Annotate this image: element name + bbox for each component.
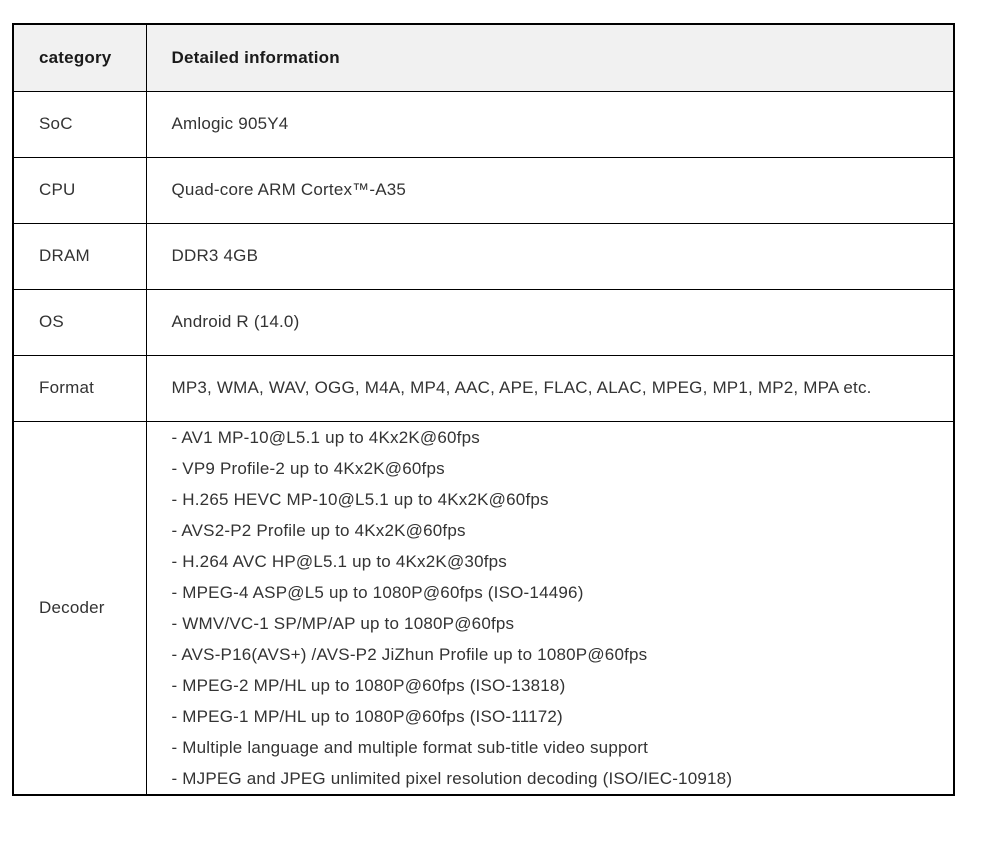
decoder-line: - H.265 HEVC MP-10@L5.1 up to 4Kx2K@60fps: [171, 489, 549, 509]
decoder-line: - MPEG-4 ASP@L5 up to 1080P@60fps (ISO-14496): [171, 582, 584, 602]
category-cell: Decoder: [13, 421, 146, 795]
header-cell-category: category: [13, 24, 146, 91]
category-cell: SoC: [13, 91, 146, 157]
decoder-line: - Multiple language and multiple format sub-title video support: [171, 737, 649, 757]
decoder-line: - H.264 AVC HP@L5.1 up to 4Kx2K@30fps: [171, 551, 507, 571]
category-cell: DRAM: [13, 223, 146, 289]
spec-table: [12, 23, 955, 796]
detail-cell: MP3, WMA, WAV, OGG, M4A, MP4, AAC, APE, FLAC, ALAC, MPEG, MP1, MP2, MPA etc.: [146, 355, 954, 421]
table-row-dram: [13, 223, 954, 289]
decoder-line: - VP9 Profile-2 up to 4Kx2K@60fps: [171, 458, 445, 478]
decoder-line: - WMV/VC-1 SP/MP/AP up to 1080P@60fps: [171, 613, 515, 633]
header-row: [13, 24, 954, 91]
category-cell: CPU: [13, 157, 146, 223]
detail-cell: Android R (14.0): [146, 289, 954, 355]
category-cell: OS: [13, 289, 146, 355]
decoder-line: - MPEG-1 MP/HL up to 1080P@60fps (ISO-11172): [171, 706, 563, 726]
table-row-cpu: [13, 157, 954, 223]
decoder-line: - MJPEG and JPEG unlimited pixel resolution decoding (ISO/IEC-10918): [171, 768, 733, 788]
table-row-soc: [13, 91, 954, 157]
category-cell: Format: [13, 355, 146, 421]
decoder-line: - AV1 MP-10@L5.1 up to 4Kx2K@60fps: [171, 427, 480, 447]
detail-cell: Amlogic 905Y4: [146, 91, 954, 157]
header-cell-details: Detailed information: [146, 24, 954, 91]
detail-cell: DDR3 4GB: [146, 223, 954, 289]
table-row-os: [13, 289, 954, 355]
table-row-format: [13, 355, 954, 421]
table-row-decoder: [13, 421, 954, 795]
decoder-line: - MPEG-2 MP/HL up to 1080P@60fps (ISO-13818): [171, 675, 566, 695]
decoder-line: - AVS2-P2 Profile up to 4Kx2K@60fps: [171, 520, 466, 540]
detail-cell: Quad-core ARM Cortex™-A35: [146, 157, 954, 223]
decoder-line: - AVS-P16(AVS+) /AVS-P2 JiZhun Profile up to 1080P@60fps: [171, 644, 648, 664]
detail-cell-decoder: [146, 421, 954, 795]
